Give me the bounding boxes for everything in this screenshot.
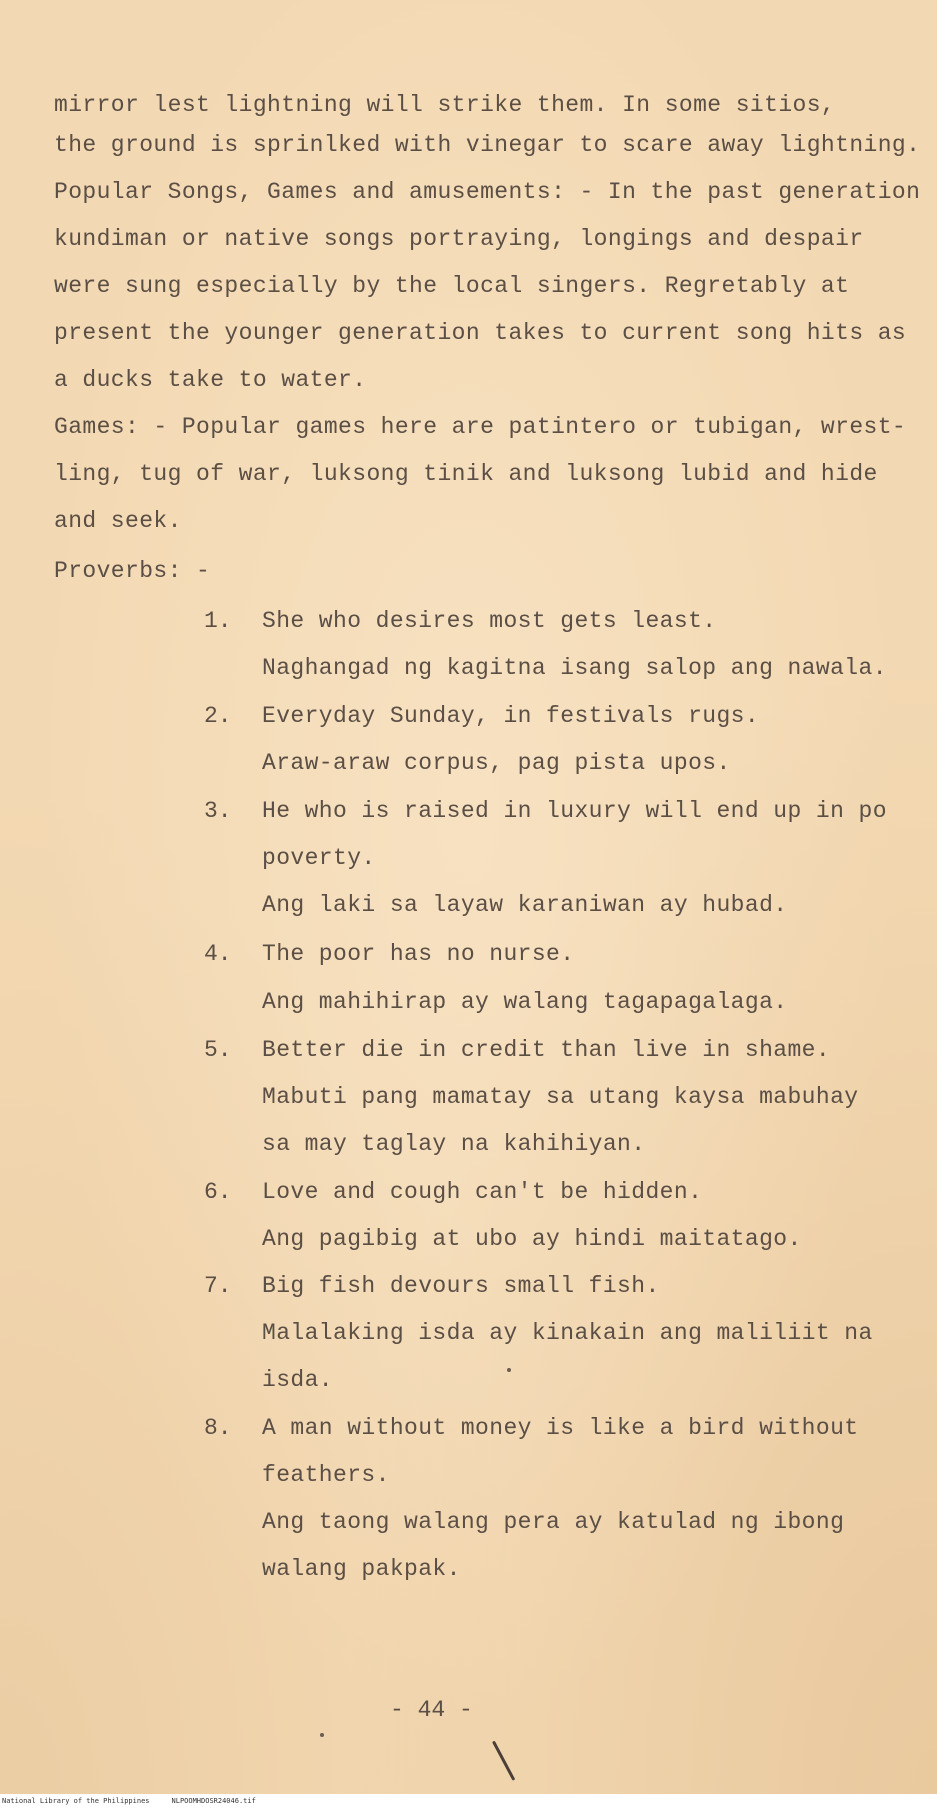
paragraph-line: Popular Songs, Games and amusements: - In the past generation [54, 179, 921, 205]
proverb-number: 5. [204, 1037, 232, 1063]
proverb-number: 2. [204, 703, 232, 729]
page-number: - 44 - [390, 1697, 473, 1723]
proverbs-heading: Proverbs: - [54, 558, 211, 584]
proverb-line: He who is raised in luxury will end up in po [262, 798, 887, 824]
ink-dot [320, 1733, 324, 1737]
proverb-line: Naghangad ng kagitna isang salop ang nawala. [262, 655, 887, 681]
proverb-line: Big fish devours small fish. [262, 1273, 660, 1299]
proverb-line: poverty. [262, 845, 376, 871]
proverb-line: walang pakpak. [262, 1556, 461, 1582]
paragraph-line: present the younger generation takes to current song hits as [54, 320, 907, 346]
proverb-line: isda. [262, 1367, 334, 1393]
paragraph-line: ling, tug of war, luksong tinik and luksong lubid and hide [54, 461, 878, 487]
proverb-line: Ang laki sa layaw karaniwan ay hubad. [262, 892, 788, 918]
paragraph-line: the ground is sprinlked with vinegar to scare away lightning. [54, 132, 921, 158]
footer-library: National Library of the Philippines [2, 1797, 150, 1805]
ink-dot [507, 1368, 511, 1372]
proverb-line: Ang mahihirap ay walang tagapagalaga. [262, 989, 788, 1015]
footer-file-id: NLPOOMHDOSR24046.tif [171, 1797, 256, 1805]
proverb-number: 7. [204, 1273, 232, 1299]
proverb-number: 8. [204, 1415, 232, 1441]
proverb-line: Ang pagibig at ubo ay hindi maitatago. [262, 1226, 802, 1252]
proverb-number: 4. [204, 941, 232, 967]
paragraph-line: kundiman or native songs portraying, longings and despair [54, 226, 864, 252]
proverb-line: The poor has no nurse. [262, 941, 575, 967]
paragraph-line: Games: - Popular games here are patintero or tubigan, wrest- [54, 414, 907, 440]
proverb-line: Mabuti pang mamatay sa utang kaysa mabuhay [262, 1084, 859, 1110]
proverb-line: feathers. [262, 1462, 390, 1488]
proverb-line: sa may taglay na kahihiyan. [262, 1131, 646, 1157]
paragraph-line: a ducks take to water. [54, 367, 367, 393]
paragraph-line: were sung especially by the local singers. Regretably at [54, 273, 850, 299]
paragraph-line: mirror lest lightning will strike them. In some sitios, [54, 92, 836, 118]
proverb-line: Araw-araw corpus, pag pista upos. [262, 750, 731, 776]
proverb-line: Malalaking isda ay kinakain ang maliliit na [262, 1320, 873, 1346]
proverb-number: 3. [204, 798, 232, 824]
proverb-line: She who desires most gets least. [262, 608, 717, 634]
pen-stroke-mark [492, 1741, 515, 1781]
proverb-line: Love and cough can't be hidden. [262, 1179, 703, 1205]
paragraph-line: and seek. [54, 508, 182, 534]
proverb-line: Ang taong walang pera ay katulad ng ibong [262, 1509, 845, 1535]
proverb-line: Everyday Sunday, in festivals rugs. [262, 703, 760, 729]
proverb-line: A man without money is like a bird without [262, 1415, 859, 1441]
proverb-number: 6. [204, 1179, 232, 1205]
scan-footer [0, 1794, 937, 1808]
proverb-number: 1. [204, 608, 232, 634]
proverb-line: Better die in credit than live in shame. [262, 1037, 831, 1063]
